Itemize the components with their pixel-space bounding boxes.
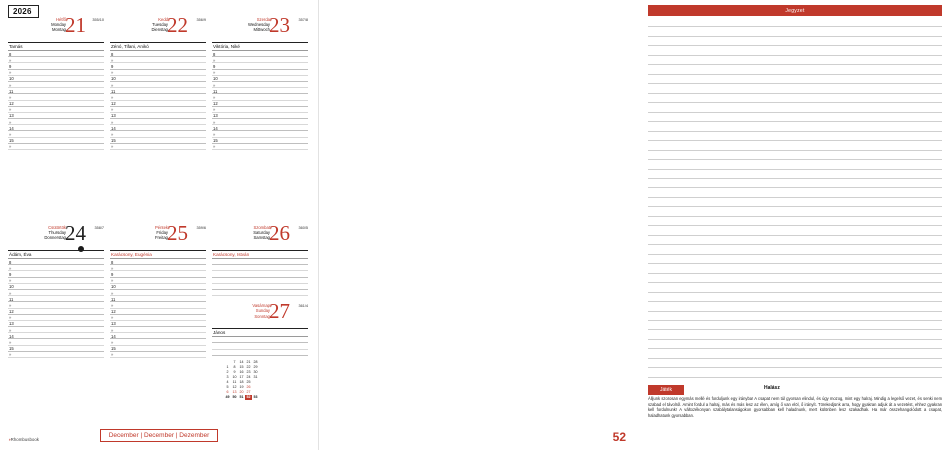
half-hour-slot <box>212 144 308 150</box>
day-name-hu: Péntek <box>154 225 168 230</box>
note-line[interactable] <box>648 46 942 55</box>
note-line[interactable] <box>648 264 942 273</box>
week-info: 358/7 <box>94 226 104 230</box>
day-names <box>124 225 168 241</box>
half-marker: » <box>213 144 216 150</box>
note-line[interactable] <box>648 302 942 311</box>
note-line[interactable] <box>648 122 942 131</box>
hour-slots[interactable] <box>110 51 206 150</box>
day-name-de: Sonntag <box>254 313 270 319</box>
hour-slots[interactable] <box>8 51 104 150</box>
day-name-en: Tuesday <box>152 22 168 28</box>
notes-half <box>318 0 942 450</box>
half-marker: » <box>111 315 114 321</box>
day-name-de: Samstag <box>253 235 270 241</box>
day-name-en: Wednesday <box>247 22 270 28</box>
half-marker: » <box>111 352 114 358</box>
hour-label: 10 <box>213 76 218 82</box>
week-info: 359/6 <box>196 226 206 230</box>
hour-label: 14 <box>9 125 14 131</box>
hour-label: 10 <box>111 76 116 82</box>
day-header <box>8 221 104 250</box>
day-number: 21 <box>65 13 86 37</box>
day-name-en: Sunday <box>255 308 270 314</box>
hour-label: 10 <box>9 284 14 290</box>
week-info: 361/4 <box>298 304 308 309</box>
day-name-en: Monday <box>51 22 66 28</box>
mini-calendar[interactable]: 7 14 21 28 1 8 15 22 29 2 9 16 23 30 3 10 17 24 31 4 11 18 25 5 12 19 26 6 13 20 27 49 50 51 52 53 <box>225 359 258 399</box>
day-names <box>22 17 66 33</box>
half-marker: » <box>9 107 12 113</box>
hour-label: 8 <box>213 51 216 57</box>
half-marker: » <box>9 340 12 346</box>
hour-label: 13 <box>9 113 14 119</box>
day-name-de: Montag <box>52 27 66 33</box>
day-name-de: Donnerstag <box>44 235 66 241</box>
note-line[interactable] <box>648 84 942 93</box>
nameday-label: János <box>212 328 308 337</box>
week-info: 356/9 <box>196 18 206 22</box>
note-line[interactable] <box>648 160 942 169</box>
half-marker: » <box>111 57 114 63</box>
note-line[interactable] <box>648 293 942 302</box>
day-header <box>212 299 308 328</box>
hour-label: 14 <box>9 333 14 339</box>
hour-label: 9 <box>9 63 12 69</box>
notes-area[interactable] <box>648 18 942 378</box>
half-marker: » <box>111 265 114 271</box>
day-name-en: Thursday <box>48 230 66 236</box>
hour-label: 15 <box>111 138 116 144</box>
half-marker: » <box>111 132 114 138</box>
day-column-21[interactable] <box>8 13 104 150</box>
half-marker: » <box>213 107 216 113</box>
hour-label: 12 <box>213 101 218 107</box>
day-name-hu: Kedd <box>158 17 168 22</box>
note-line[interactable] <box>648 255 942 264</box>
day-header <box>212 221 308 250</box>
hour-label: 13 <box>111 113 116 119</box>
half-marker: » <box>9 352 12 358</box>
hour-label: 10 <box>9 76 14 82</box>
year-label: 2026 <box>8 5 39 18</box>
half-marker: » <box>9 82 12 88</box>
half-marker: » <box>111 278 114 284</box>
day-names <box>22 225 66 241</box>
day-name-hu: Vasárnap <box>252 303 270 309</box>
note-line[interactable] <box>648 236 942 245</box>
day-name-en: Friday <box>156 230 168 236</box>
hour-label: 13 <box>213 113 218 119</box>
half-hour-slot <box>110 352 206 358</box>
hour-label: 14 <box>111 125 116 131</box>
hour-label: 9 <box>111 63 114 69</box>
nameday-label: Viktória, Niké <box>212 42 308 51</box>
note-line[interactable] <box>648 274 942 283</box>
half-marker: » <box>213 119 216 125</box>
half-marker: » <box>9 327 12 333</box>
day-number: 22 <box>167 13 188 37</box>
note-line[interactable] <box>648 179 942 188</box>
half-marker: » <box>111 119 114 125</box>
note-line[interactable] <box>648 368 942 377</box>
moon-phase-icon <box>78 246 84 252</box>
hour-slots[interactable] <box>8 259 104 358</box>
note-line[interactable] <box>648 330 942 339</box>
note-line[interactable] <box>648 56 942 65</box>
note-line[interactable] <box>648 198 942 207</box>
note-line[interactable] <box>648 37 942 46</box>
day-names <box>226 225 270 241</box>
half-marker: » <box>111 70 114 76</box>
hour-slots[interactable] <box>212 259 308 296</box>
hour-label: 9 <box>213 63 216 69</box>
half-marker: » <box>9 315 12 321</box>
brand-logo: ◑Rhombusbook <box>8 437 39 442</box>
day-number: 27 <box>269 299 290 324</box>
half-marker: » <box>9 70 12 76</box>
half-marker: » <box>9 302 12 308</box>
half-marker: » <box>9 144 12 150</box>
half-marker: » <box>111 340 114 346</box>
hour-label: 8 <box>9 259 12 265</box>
day-column-27[interactable] <box>212 299 308 400</box>
day-names <box>226 17 270 33</box>
day-names <box>124 17 168 33</box>
nameday-label: Ádám, Éva <box>8 250 104 259</box>
hour-label: 11 <box>9 88 14 94</box>
half-marker: » <box>9 94 12 100</box>
week-info: 355/10 <box>92 18 104 22</box>
note-line[interactable] <box>648 188 942 197</box>
hour-label: 12 <box>9 309 14 315</box>
note-line[interactable] <box>648 349 942 358</box>
nameday-label: Karácsony, Eugénia <box>110 250 206 259</box>
day-names <box>226 303 270 319</box>
hour-label: 15 <box>111 346 116 352</box>
note-line[interactable] <box>648 312 942 321</box>
notes-header: Jegyzet <box>648 5 942 16</box>
hour-label: 10 <box>111 284 116 290</box>
hour-label: 13 <box>111 321 116 327</box>
day-name-de: Dienstag <box>151 27 168 33</box>
hour-slot <box>212 350 308 356</box>
brand-label: Rhombusbook <box>10 437 39 442</box>
half-marker: » <box>213 57 216 63</box>
hour-label: 14 <box>213 125 218 131</box>
half-marker: » <box>111 290 114 296</box>
game-badge: Játék <box>648 385 684 395</box>
half-hour-slot <box>8 144 104 150</box>
hour-label: 12 <box>9 101 14 107</box>
hour-label: 8 <box>111 259 114 265</box>
day-name-de: Freitag <box>154 235 168 241</box>
game-title: Halász <box>764 385 780 391</box>
day-header <box>110 13 206 42</box>
day-row-top <box>8 13 310 150</box>
week-info: 360/5 <box>298 226 308 230</box>
planner-half <box>0 0 318 450</box>
note-line[interactable] <box>648 340 942 349</box>
hour-label: 13 <box>9 321 14 327</box>
half-marker: » <box>9 57 12 63</box>
note-line[interactable] <box>648 207 942 216</box>
day-header <box>110 221 206 250</box>
hour-label: 8 <box>111 51 114 57</box>
hour-slots[interactable] <box>212 337 308 356</box>
day-name-en: Saturday <box>253 230 270 236</box>
week-info: 357/8 <box>298 18 308 22</box>
half-marker: » <box>111 302 114 308</box>
month-footer: December | December | Dezember <box>100 429 218 442</box>
half-marker: » <box>213 94 216 100</box>
hour-label: 15 <box>9 346 14 352</box>
hour-label: 11 <box>111 88 116 94</box>
day-name-de: Mittwoch <box>253 27 270 33</box>
note-line[interactable] <box>648 141 942 150</box>
hour-label: 8 <box>9 51 12 57</box>
half-marker: » <box>111 327 114 333</box>
note-line[interactable] <box>648 132 942 141</box>
hour-label: 11 <box>111 296 116 302</box>
hour-label: 11 <box>9 296 14 302</box>
day-column-22[interactable] <box>110 13 206 150</box>
half-marker: » <box>213 82 216 88</box>
note-line[interactable] <box>648 103 942 112</box>
note-line[interactable] <box>648 359 942 368</box>
hour-label: 11 <box>213 88 218 94</box>
half-marker: » <box>9 278 12 284</box>
note-line[interactable] <box>648 321 942 330</box>
half-marker: » <box>111 82 114 88</box>
note-line[interactable] <box>648 65 942 74</box>
day-header <box>212 13 308 42</box>
half-marker: » <box>111 94 114 100</box>
day-name-hu: Szombat <box>253 225 270 230</box>
hour-label: 15 <box>213 138 218 144</box>
half-marker: » <box>9 132 12 138</box>
note-line[interactable] <box>648 27 942 36</box>
day-number: 24 <box>65 221 86 245</box>
half-marker: » <box>9 119 12 125</box>
note-line[interactable] <box>648 226 942 235</box>
half-hour-slot <box>110 144 206 150</box>
day-number: 26 <box>269 221 290 245</box>
nameday-label: Karácsony, István <box>212 250 308 259</box>
page-number: 52 <box>612 430 626 444</box>
day-header <box>8 13 104 42</box>
note-line[interactable] <box>648 283 942 292</box>
half-marker: » <box>213 70 216 76</box>
hour-label: 14 <box>111 333 116 339</box>
hour-label: 15 <box>9 138 14 144</box>
note-line[interactable] <box>648 75 942 84</box>
hour-label: 12 <box>111 101 116 107</box>
half-hour-slot <box>8 352 104 358</box>
nameday-label: Tamás <box>8 42 104 51</box>
note-line[interactable] <box>648 113 942 122</box>
note-line[interactable] <box>648 170 942 179</box>
hour-label: 9 <box>111 271 114 277</box>
day-row-bottom <box>8 221 310 400</box>
half-marker: » <box>9 265 12 271</box>
nameday-label: Zénó, Tifani, Anikó <box>110 42 206 51</box>
day-number: 25 <box>167 221 188 245</box>
half-marker: » <box>111 144 114 150</box>
day-name-hu: Csütörtök <box>48 225 66 230</box>
day-name-hu: Szerda <box>256 17 270 22</box>
day-column-24[interactable] <box>8 221 104 400</box>
game-description: Álljunk szorosan egymás mellé és forduljunk egy irányba! A csapat nem túl gyorsan elindul, és úgy mozog, mint egy halraj. Mindig a legelső vezet, és senki nem szabad el távolról. Amint fordul a halraj, más és más lesz az élen, amíg ő van elöl, ő irányít. Törekedjünk arra, hogy gyakran adjuk át a vezetést, ehhez gyakran kell fordulnunk! A változékonyan szabálytalanságokon gyorsabban kell haladnunk, mert különben lesz szakadhak. Ha már összehangolódott a csapat, haladhatunk gyorsabban. <box>648 396 942 418</box>
hour-slots[interactable] <box>212 51 308 150</box>
day-column-26[interactable] <box>212 221 308 400</box>
day-number: 23 <box>269 13 290 37</box>
hour-label: 9 <box>9 271 12 277</box>
note-line[interactable] <box>648 94 942 103</box>
half-marker: » <box>9 290 12 296</box>
note-line[interactable] <box>648 245 942 254</box>
day-column-25[interactable] <box>110 221 206 400</box>
note-line[interactable] <box>648 151 942 160</box>
half-marker: » <box>111 107 114 113</box>
day-name-hu: Hétfő <box>55 17 66 22</box>
hour-slots[interactable] <box>110 259 206 358</box>
half-hour-slot <box>212 290 308 296</box>
note-line[interactable] <box>648 18 942 27</box>
half-marker: » <box>213 132 216 138</box>
day-column-23[interactable] <box>212 13 308 150</box>
note-line[interactable] <box>648 217 942 226</box>
hour-label: 12 <box>111 309 116 315</box>
